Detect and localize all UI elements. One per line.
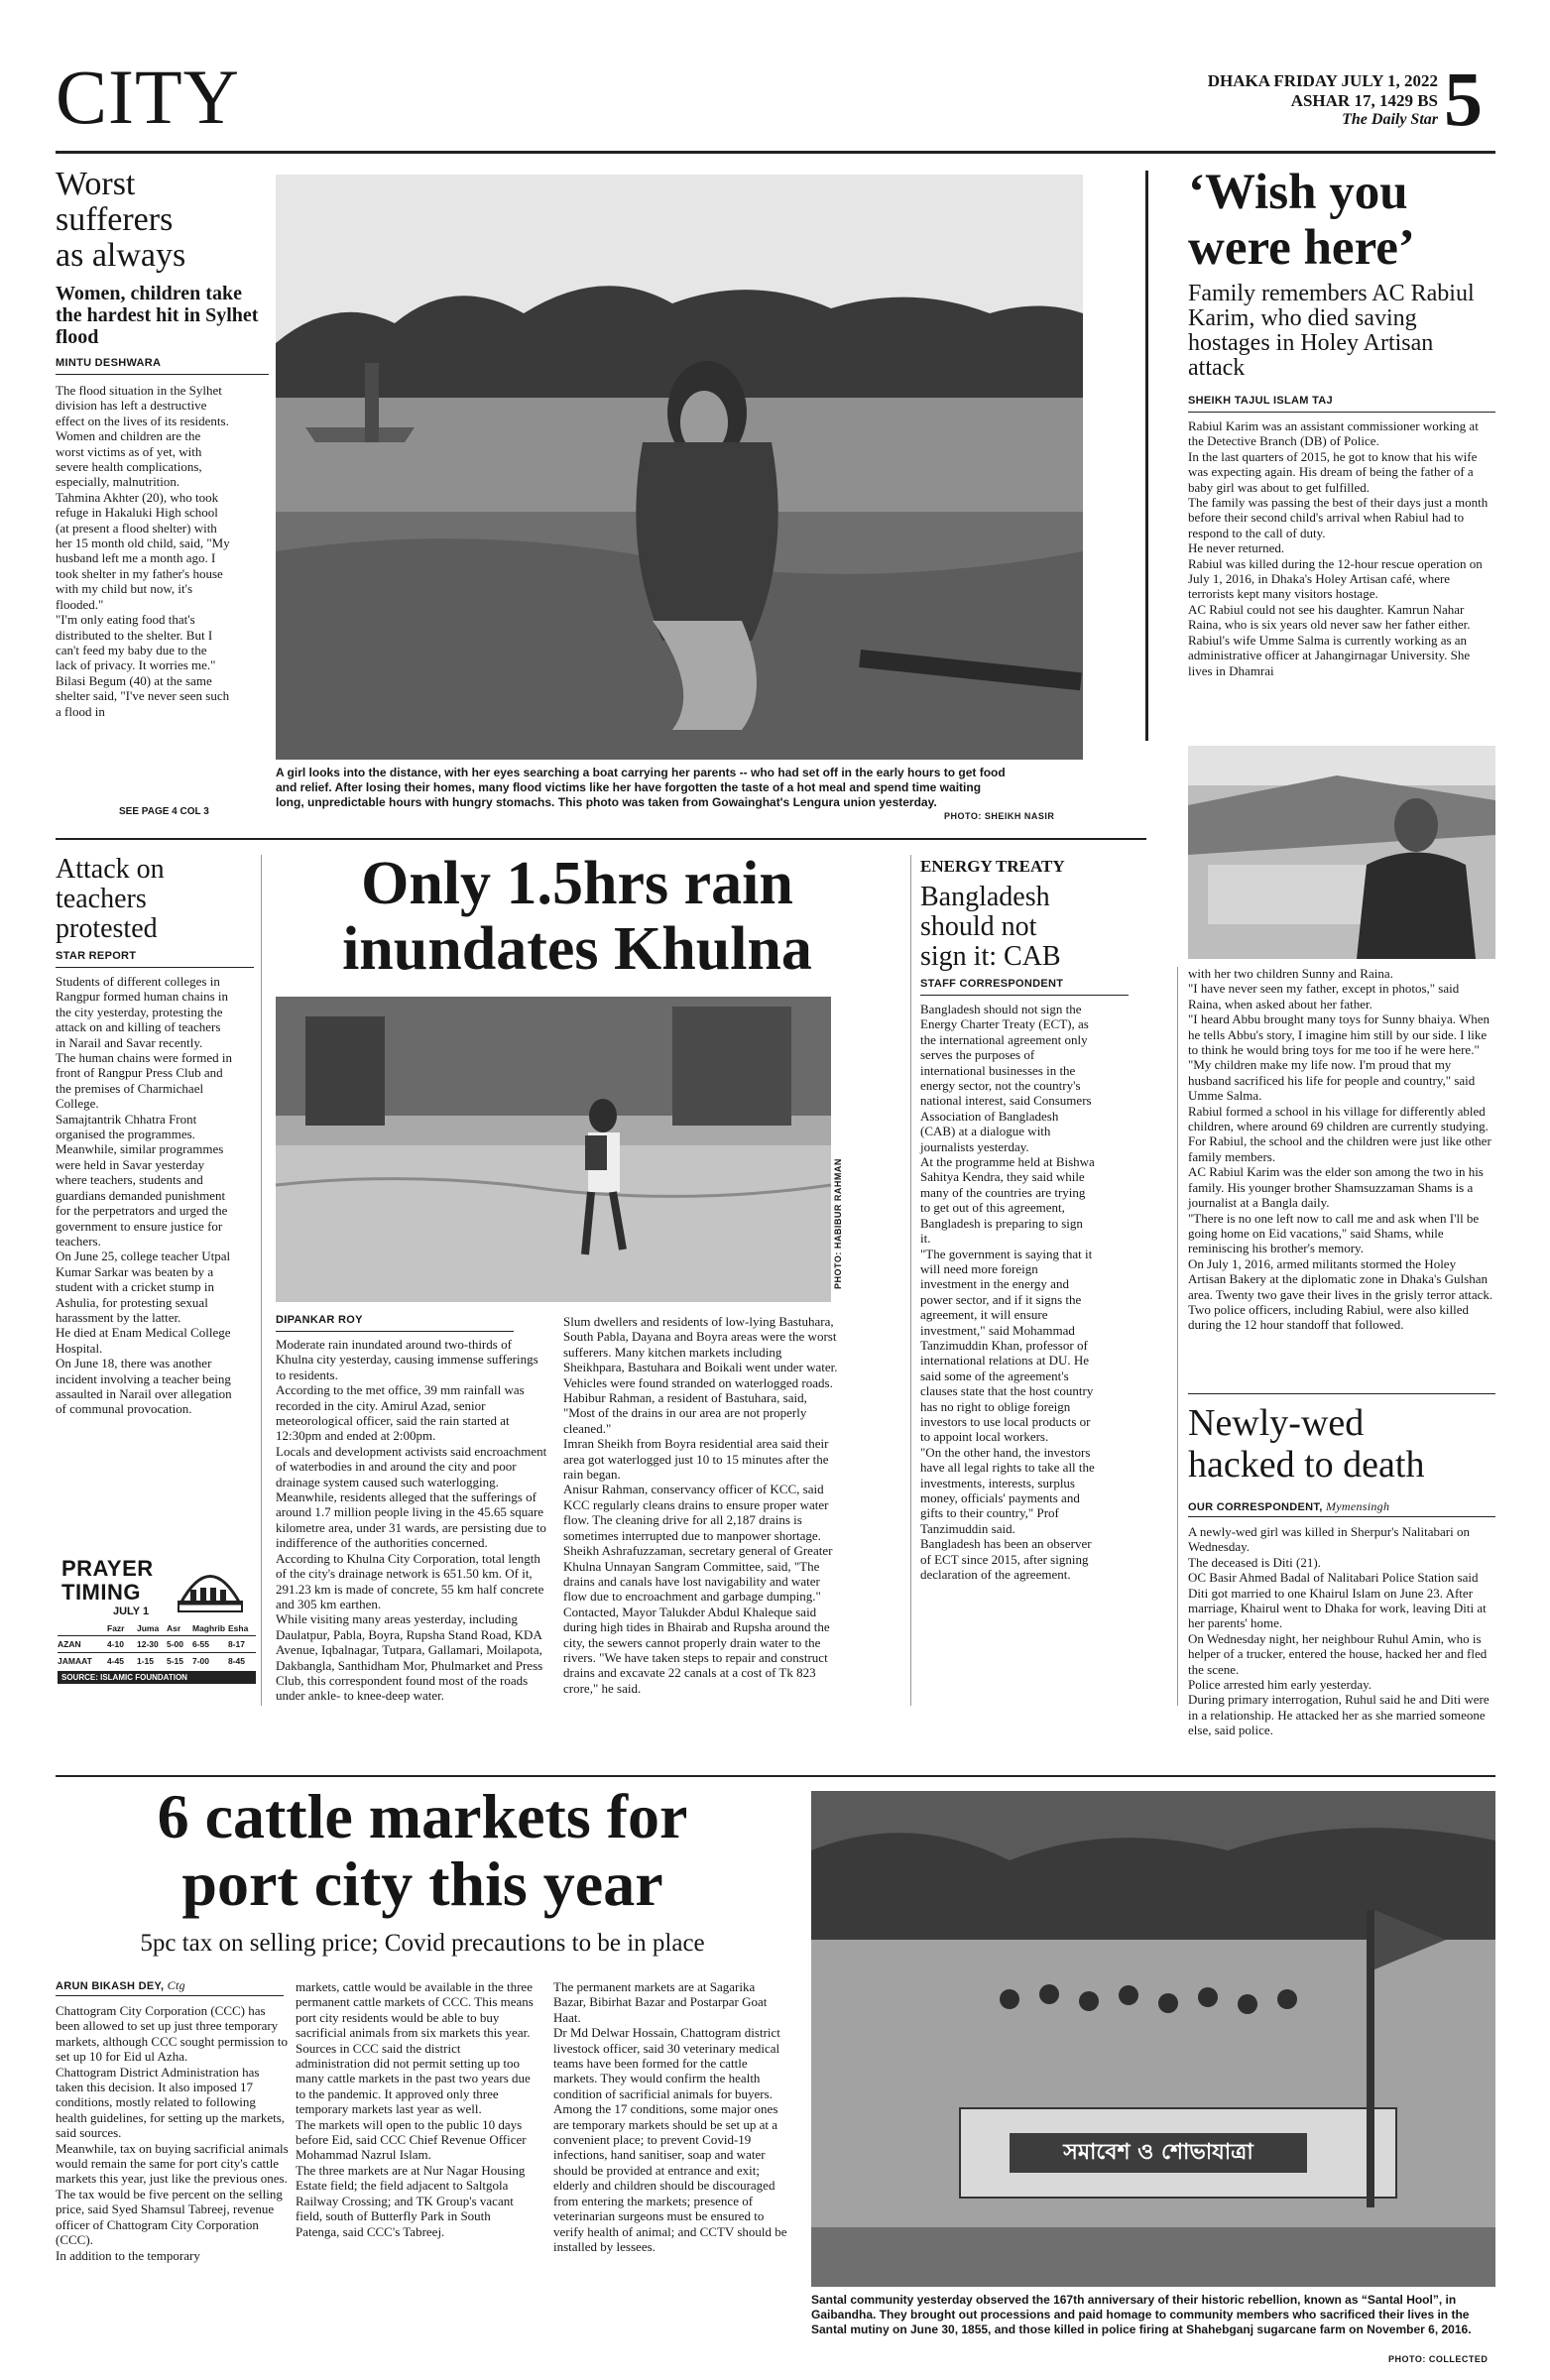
prayer-r1c5: 8-45 — [228, 1656, 246, 1666]
prayer-source: SOURCE: ISLAMIC FOUNDATION — [58, 1671, 256, 1684]
newlywed-p2: The deceased is Diti (21). — [1188, 1554, 1321, 1570]
worst-p4: Bilasi Begum (40) at the same shelter said, "I've never seen such a flood in — [56, 672, 230, 719]
attack-headline — [56, 855, 254, 944]
prayer-h5: Esha — [228, 1623, 249, 1633]
khulna-flood-illustration — [276, 997, 831, 1302]
energy-p2: At the programme held at Bishwa Sahitya Kendra, they said while many of the countries are trying to get out of this agreement, Bangladesh is preparing to sign it. — [920, 1154, 1095, 1247]
wish-p12: Rabiul formed a school in his village for differently abled children, where around 69 children are currently studying. For Rabiul, the school and the children were just like other family members. — [1188, 1103, 1491, 1164]
wish-headline — [1188, 165, 1505, 276]
top-photo-caption: A girl looks into the distance, with her eyes searching a boat carrying her parents -- who had set off in the early hours to get food and relief. After losing their homes, many flood victims like her have forgotten the taste of a hot meal and spend time waiting long, unpredictable hours with hungry stomachs. This photo was taken from Gowainghat's Lengura union yesterday. — [276, 766, 1006, 809]
wish-p5: Rabiul was killed during the 12-hour rescue operation on July 1, 2016, in Dhaka's Holey Artisan café, where terrorists kept many visitors hostage. — [1188, 555, 1483, 602]
newlywed-p5: Police arrested him early yesterday. — [1188, 1677, 1372, 1693]
masthead-rule — [56, 151, 1495, 154]
attack-p2: The human chains were formed in front of Rangpur Press Club and the premises of Charmichael College. — [56, 1050, 232, 1112]
newlywed-p3: OC Basir Ahmed Badal of Nalitabari Police Station said Diti got married to one Khairul Islam on June 23. After marriage, Khairul went to Dhaka for work, leaving Diti at her parents' home. — [1188, 1570, 1487, 1631]
wish-column-rule — [1145, 171, 1148, 741]
wish-p9: "I have never seen my father, except in photos," said Raina, when asked about her father. — [1188, 981, 1460, 1012]
flood-girl-photo — [276, 175, 1083, 760]
cattle-c1p2: Chattogram District Administration has taken this decision. It also imposed 17 conditions, mostly related to following health guidelines, for setting up the markets, said sources. — [56, 2064, 286, 2141]
energy-byline-rule — [920, 995, 1129, 996]
khulna-c1p5: While visiting many areas yesterday, including Daulatpur, Pabla, Boyra, Rupsha Stand Road, KDA Avenue, Iqbalnagar, Tutpara, Gallamari, Moilapota, Dakbangla, Santhidham Mor, Phulmarket and Press Club, this correspondent found most of the roads under ankle- to knee-deep water. — [276, 1611, 543, 1704]
newlywed-byline-name: OUR CORRESPONDENT, — [1188, 1501, 1323, 1513]
cattle-headline — [56, 1783, 789, 1918]
cattle-c3p3: Among the 17 conditions, some major ones are temporary markets should be set up at a convenient place; to prevent Covid-19 infections, hand sanitiser, soap and water should be provided at entrance and exit; elderly and children should be discouraged from entering the markets; presence of veterinarian surgeons must be ensured to verify health of animal; and CCTV should be installed by lessees. — [553, 2101, 787, 2254]
prayer-table — [58, 1623, 256, 1684]
wish-p13: AC Rabiul Karim was the elder son among the two in his family. His younger brother Shamsuzzaman Shams is a journalist at a Bangla daily. — [1188, 1164, 1484, 1211]
prayer-r0c2: 12-30 — [137, 1639, 159, 1649]
attack-byline: STAR REPORT — [56, 950, 137, 962]
cattle-c2p1: markets, cattle would be available in the three permanent cattle markets of CCC. This means port city residents would be able to buy sacrificial animals from six markets this year. — [296, 1979, 534, 2041]
santal-credit: PHOTO: COLLECTED — [1388, 2354, 1489, 2364]
wish-p2: In the last quarters of 2015, he got to know that his wife was expecting again. His dream of being the father of a baby girl was about to get fulfilled. — [1188, 448, 1478, 495]
worst-headline-l2: sufferers — [56, 201, 174, 238]
rabiul-portrait-illustration — [1188, 746, 1495, 959]
khulna-c2p4: Anisur Rahman, conservancy officer of KCC, said KCC regularly cleans drains to ensure proper water flow. The cleaning drive for all 2,187 drains is sometimes interrupted due to manpower shortage. — [563, 1482, 829, 1543]
flood-girl-illustration — [276, 175, 1083, 760]
energy-kicker: ENERGY TREATY — [920, 857, 1065, 876]
prayer-date: JULY 1 — [113, 1606, 150, 1617]
worst-p1: The flood situation in the Sylhet division has left a destructive effect on the lives of its residents. Women and children are the worst victims as of yet, with severe health complications, especially, malnutrition. — [56, 383, 229, 490]
khulna-c1p2: According to the met office, 39 mm rainfall was recorded in the city. Amirul Azad, senior meteorological officer, said the rain started at 12:30pm and ended at 2:00pm. — [276, 1382, 525, 1444]
khulna-c2p5: Sheikh Ashrafuzzaman, secretary general of Greater Khulna Unnayan Sangram Committee, said, "The drains and canals have lost navigability and water flow due to encroachment and garbage dumping." — [563, 1543, 833, 1605]
cattle-c1p5: In addition to the temporary — [56, 2247, 200, 2263]
prayer-r0c0: AZAN — [58, 1639, 81, 1649]
attack-p1: Students of different colleges in Rangpur formed human chains in the city yesterday, protesting the attack on and killing of teachers in Narail and Savar recently. — [56, 974, 229, 1050]
worst-p3: "I'm only eating food that's distributed to the shelter. But I can't feed my baby due to the lack of privacy. It worries me." — [56, 612, 216, 673]
khulna-headline-l1: Only 1.5hrs rain — [361, 850, 793, 917]
page-number: 5 — [1444, 56, 1483, 142]
top-photo-credit: PHOTO: SHEIKH NASIR — [944, 811, 1055, 821]
worst-byline: MINTU DESHWARA — [56, 357, 162, 369]
khulna-byline: DIPANKAR ROY — [276, 1314, 363, 1326]
energy-headline — [920, 883, 1119, 972]
khulna-headline-l2: inundates Khulna — [342, 915, 812, 983]
wish-headline-l1: ‘Wish you — [1188, 165, 1408, 220]
santal-banner-text: সমাবেশ ও শোভাযাত্রা — [1063, 2140, 1253, 2165]
energy-left-rule — [910, 855, 911, 1706]
bottom-section-rule — [56, 1775, 1495, 1777]
attack-p3: Samajtantrik Chhatra Front organised the programmes. — [56, 1111, 197, 1142]
section-title: CITY — [56, 54, 240, 140]
khulna-c1p4: According to Khulna City Corporation, total length of the city's drainage network is 651.50 km. Of it, 291.23 km is made of concrete, 55 km half concrete and 305 km earthen. — [276, 1550, 544, 1611]
energy-p5: Bangladesh has been an observer of ECT since 2015, after signing declaration of the agreement. — [920, 1536, 1092, 1583]
newlywed-headline-l1: Newly-wed — [1188, 1402, 1365, 1444]
cattle-c2p4: The three markets are at Nur Nagar Housing Estate field; the field adjacent to Saltgola Railway Crossing; and TK Group's vacant field, south of Butterfly Park in South Patenga, said CCC's Tabreej. — [296, 2162, 526, 2239]
khulna-left-rule — [261, 855, 262, 1706]
prayer-r1c1: 4-45 — [107, 1656, 125, 1666]
cattle-c1p4: The tax would be five percent on the selling price, said Syed Shamsul Tabreej, revenue officer of Chattogram City Corporation (CCC). — [56, 2186, 283, 2248]
prayer-r0c1: 4-10 — [107, 1639, 125, 1649]
prayer-r1c0: JAMAAT — [58, 1656, 92, 1666]
khulna-c2p2: Vehicles were found stranded on waterlogged roads. Habibur Rahman, a resident of Bastuhara, said, "Most of the drains in our area are not properly cleaned." — [563, 1374, 833, 1436]
mid-rule-left — [56, 838, 1146, 840]
prayer-h0 — [58, 1623, 107, 1633]
cattle-byline-name: ARUN BIKASH DEY, — [56, 1980, 165, 1992]
cattle-body-col3 — [553, 1979, 787, 2346]
wish-body-top — [1188, 418, 1495, 734]
cattle-body-col2 — [296, 1979, 534, 2346]
wish-subhead: Family remembers AC Rabiul Karim, who died saving hostages in Holey Artisan attack — [1188, 281, 1475, 381]
khulna-body-col2 — [563, 1314, 839, 1701]
prayer-r1c4: 7-00 — [192, 1656, 210, 1666]
prayer-r0c5: 8-17 — [228, 1639, 246, 1649]
prayer-h3: Asr — [167, 1623, 181, 1633]
prayer-row-jamaat — [58, 1653, 256, 1669]
cattle-body-col1 — [56, 2003, 290, 2345]
energy-byline: STAFF CORRESPONDENT — [920, 978, 1064, 990]
prayer-title-l2: TIMING — [61, 1580, 141, 1605]
cattle-headline-l1: 6 cattle markets for — [157, 1781, 688, 1851]
attack-body — [56, 974, 232, 1509]
cattle-byline-place: Ctg — [167, 1978, 185, 1992]
prayer-h4: Maghrib — [192, 1623, 226, 1633]
worst-subhead: Women, children take the hardest hit in Sylhet flood — [56, 283, 259, 348]
cattle-headline-l2: port city this year — [181, 1848, 663, 1919]
attack-headline-l2: teachers — [56, 884, 147, 914]
cattle-c1p1: Chattogram City Corporation (CCC) has been allowed to set up just three temporary markets, although CCC sought permission to set up 10 for Eid ul Azha. — [56, 2003, 288, 2065]
newlywed-byline — [1188, 1499, 1389, 1514]
santal-caption: Santal community yesterday observed the 167th anniversary of their historic rebellion, known as “Santal Hool”, in Gaibandha. They brought out processions and paid homage to community members who sacrificed their lives in the Santal mutiny on June 30, 1855, and those killed in police firing at Shahebganj sugarcane farm on November 6, 2016. — [811, 2293, 1472, 2336]
khulna-c1p1: Moderate rain inundated around two-thirds of Khulna city yesterday, causing immense sufferings to residents. — [276, 1337, 538, 1382]
cattle-c2p3: The markets will open to the public 10 days before Eid, said CCC Chief Revenue Officer Mohammad Nazrul Islam. — [296, 2116, 527, 2163]
khulna-c2p1: Slum dwellers and residents of low-lying Bastuhara, South Pabla, Dayana and Boyra areas were the worst sufferers. Many kitchen markets including Sheikhpara, Bastuhara and Boikali went under water. — [563, 1314, 838, 1375]
newlywed-headline-l2: hacked to death — [1188, 1444, 1425, 1486]
cattle-c1p3: Meanwhile, tax on buying sacrificial animals would remain the same for port city's cattle markets this year, just like the previous ones. — [56, 2140, 289, 2187]
rabiul-portrait-photo — [1188, 746, 1495, 959]
prayer-box — [54, 1552, 262, 1686]
wish-p8: with her two children Sunny and Raina. — [1188, 966, 1393, 981]
worst-headline — [56, 167, 269, 274]
newlywed-p1: A newly-wed girl was killed in Sherpur's Nalitabari on Wednesday. — [1188, 1524, 1470, 1555]
khulna-byline-rule — [276, 1331, 514, 1332]
attack-headline-l1: Attack on — [56, 854, 165, 885]
newlywed-p4: On Wednesday night, her neighbour Ruhul Amin, who is helper of a trucker, entered the house, hacked her and fled the scene. — [1188, 1630, 1488, 1677]
prayer-r1c3: 5-15 — [167, 1656, 184, 1666]
khulna-c2p3: Imran Sheikh from Boyra residential area said their area got waterlogged just 10 to 15 minutes after the rain began. — [563, 1436, 829, 1483]
energy-headline-l2: should not — [920, 911, 1037, 942]
prayer-r0c3: 5-00 — [167, 1639, 184, 1649]
energy-headline-l1: Bangladesh — [920, 882, 1050, 912]
newlywed-body — [1188, 1524, 1495, 1738]
attack-p5: On June 25, college teacher Utpal Kumar Sarkar was beaten by a student with a cricket stump in Ashulia, for protesting sexual harassment by the latter. — [56, 1249, 231, 1325]
khulna-photo-credit: PHOTO: HABIBUR RAHMAN — [833, 1158, 843, 1289]
khulna-headline — [270, 851, 885, 982]
worst-headline-l3: as always — [56, 237, 186, 274]
worst-jump[interactable]: SEE PAGE 4 COL 3 — [119, 806, 209, 817]
attack-p4: Meanwhile, similar programmes were held in Savar yesterday where teachers, students and guardians demanded punishment for the perpetrators and urged the government to ensure justice for teachers. — [56, 1141, 228, 1249]
wish-p10: "I heard Abbu brought many toys for Sunny bhaiya. When he tells Abbu's story, I imagine him still by our side. I like to think he would bring toys for me too if he were here." — [1188, 1012, 1490, 1058]
prayer-r0c4: 6-55 — [192, 1639, 210, 1649]
newlywed-p6: During primary interrogation, Ruhul said he and Diti were in a relationship. He attacked her as she married someone else, said police. — [1188, 1692, 1490, 1738]
newlywed-top-rule — [1188, 1393, 1495, 1394]
newlywed-byline-rule — [1188, 1516, 1495, 1517]
bangla-date: ASHAR 17, 1429 BS — [1290, 91, 1438, 110]
worst-byline-rule — [56, 374, 269, 375]
wish-byline: SHEIKH TAJUL ISLAM TAJ — [1188, 395, 1333, 407]
newlywed-headline — [1188, 1402, 1505, 1486]
cattle-byline — [56, 1978, 185, 1993]
attack-headline-l3: protested — [56, 913, 158, 944]
attack-p6: He died at Enam Medical College Hospital. — [56, 1325, 231, 1356]
prayer-header-row — [58, 1623, 256, 1636]
khulna-photo — [276, 997, 831, 1302]
energy-p1: Bangladesh should not sign the Energy Charter Treaty (ECT), as the international agreement only serves the purposes of international businesses in the energy sector, not the country's national interest, said Consumers Association of Bangladesh (CAB) at a dialogue with journalists yesterday. — [920, 1002, 1092, 1154]
cattle-byline-rule — [56, 1995, 284, 1996]
energy-p3: "The government is saying that it will need more foreign investment in the energy and power sector, and if it signs the agreement, it will ensure investment," said Mohammad Tanzimuddin Khan, professor of international relations at DU. He said some of the agreement's clauses state that the host country has no right to oblige foreign investors to use local products or to appoint local workers. — [920, 1246, 1094, 1445]
wish-p4: He never returned. — [1188, 540, 1285, 556]
wish-body-bottom — [1188, 966, 1495, 1382]
khulna-body-col1 — [276, 1337, 549, 1704]
paper-logo: The Daily Star — [1342, 111, 1438, 128]
wish-p11: "My children make my life now. I'm proud that my husband sacrificed his life for people and country," said Umme Salma. — [1188, 1057, 1476, 1104]
cattle-c3p1: The permanent markets are at Sagarika Bazar, Bibirhat Bazar and Postarpar Goat Haat. — [553, 1979, 768, 2025]
wish-p3: The family was passing the best of their days just a month before their second child's arrival when Rabiul had to respond to the call of duty. — [1188, 495, 1489, 540]
cattle-c3p2: Dr Md Delwar Hossain, Chattogram district livestock officer, said 30 veterinary medical teams have been formed for the cattle markets. They would confirm the health condition of sacrificial animals for buyers. — [553, 2025, 780, 2101]
wish-byline-rule — [1188, 412, 1495, 413]
prayer-title-l1: PRAYER — [61, 1556, 154, 1581]
wish-p15: On July 1, 2016, armed militants stormed the Holey Artisan Bakery at the diplomatic zone in Dhaka's Gulshan area. Twenty two gave their lives in the grisly terror attack. Two police officers, including Rabiul, were also killed during the 12 hour standoff that followed. — [1188, 1255, 1493, 1333]
prayer-h1: Fazr — [107, 1623, 125, 1633]
khulna-c1p3: Locals and development activists said encroachment of waterbodies in and around the city and poor drainage system caused such waterlogging. Meanwhile, residents alleged that the sufferings of around 1.7 million people living in the 45.65 square kilometre area, under 31 wards, are persisting due to indifference of the authorities concerned. — [276, 1443, 547, 1551]
santal-procession-photo — [811, 1791, 1495, 2287]
cattle-subhead: 5pc tax on selling price; Covid precautions to be in place — [140, 1930, 705, 1957]
wish-p7: Rabiul's wife Umme Salma is currently working as an administrative officer at Jahangirnagar University. She lives in Dhamrai — [1188, 632, 1471, 678]
right-column-rule — [1177, 967, 1178, 1706]
worst-p2: Tahmina Akhter (20), who took refuge in Hakaluki High school (at present a flood shelter) with her 15 month old child, said, "My husband left me a month ago. I took shelter in my father's house with my child but now, it's flooded." — [56, 489, 230, 612]
energy-headline-l3: sign it: CAB — [920, 941, 1061, 972]
worst-headline-l1: Worst — [56, 166, 136, 202]
attack-byline-rule — [56, 967, 254, 968]
prayer-row-azan — [58, 1636, 256, 1653]
worst-body — [56, 383, 230, 799]
cattle-c2p2: Sources in CCC said the district administration did not permit setting up too many cattle markets in the past two years due to the pandemic. It approved only three temporary markets last year as well. — [296, 2040, 531, 2117]
mosque-icon — [171, 1554, 250, 1615]
prayer-h2: Juma — [137, 1623, 160, 1633]
attack-p7: On June 18, there was another incident involving a teacher being assaulted in Narail over allegation of communal provocation. — [56, 1356, 232, 1417]
wish-headline-l2: were here’ — [1188, 220, 1415, 276]
prayer-r1c2: 1-15 — [137, 1656, 155, 1666]
newlywed-byline-place: Mymensingh — [1325, 1499, 1390, 1513]
energy-body — [920, 1002, 1095, 1701]
wish-p6: AC Rabiul could not see his daughter. Kamrun Nahar Raina, who is six years old never saw her father either. — [1188, 601, 1471, 633]
wish-p14: "There is no one left now to call me and ask when I'll be going home on Eid vacations," said Shams, while reminiscing his brother's memory. — [1188, 1210, 1480, 1256]
energy-p4: "On the other hand, the investors have all legal rights to take all the investments, interests, surplus money, officials' payments and gifts to their country," Prof Tanzimuddin said. — [920, 1444, 1095, 1536]
dateline: DHAKA FRIDAY JULY 1, 2022 — [1207, 71, 1438, 90]
wish-p1: Rabiul Karim was an assistant commissioner working at the Detective Branch (DB) of Police. — [1188, 418, 1479, 449]
khulna-c2p6: Contacted, Mayor Talukder Abdul Khaleque said during high tides in Bhairab and Rupsha around the city, the sewers cannot properly drain water to the rivers. "We have taken steps to repair and construct drains and excavate 22 canals at a cost of Tk 823 crore," he said. — [563, 1604, 830, 1696]
santal-procession-illustration — [811, 1791, 1495, 2287]
